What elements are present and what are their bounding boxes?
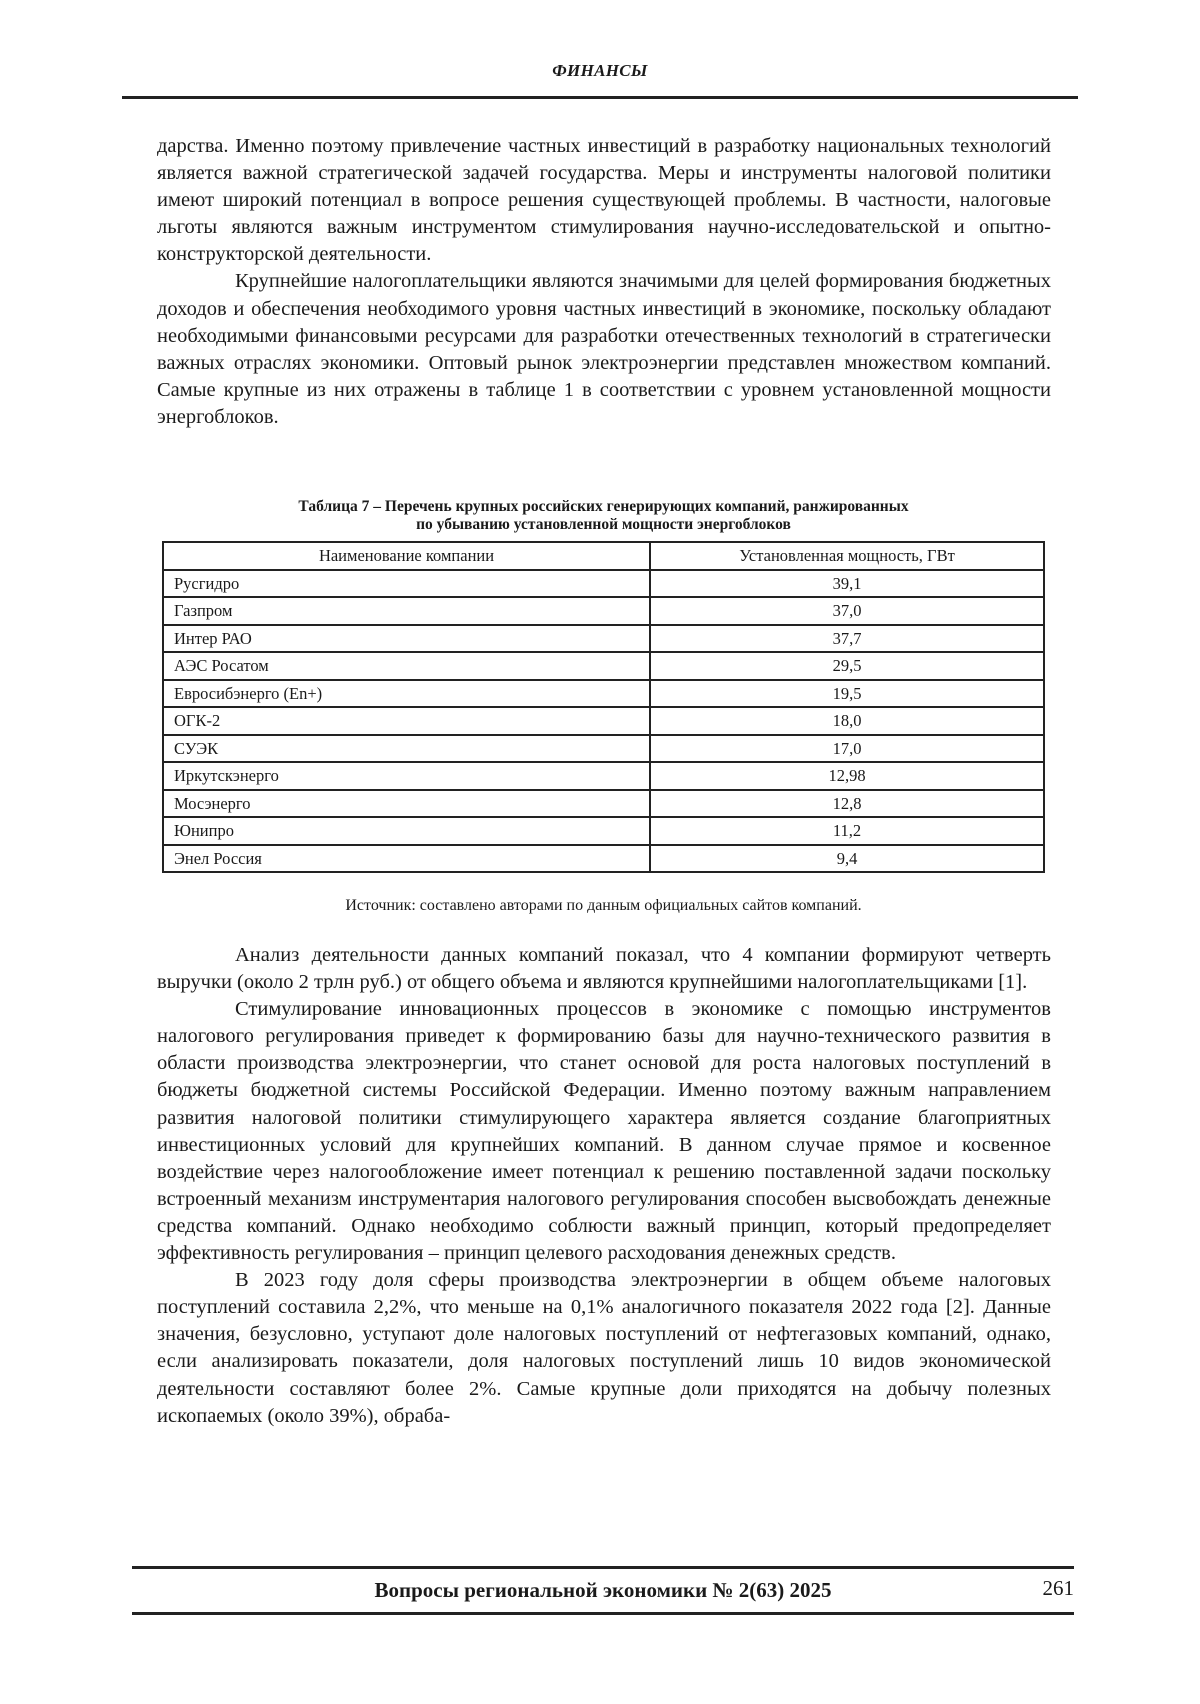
company-name-cell: Интер РАО xyxy=(163,625,650,653)
capacity-cell: 9,4 xyxy=(650,845,1044,873)
capacity-cell: 18,0 xyxy=(650,707,1044,735)
table-row xyxy=(163,790,1044,818)
capacity-cell: 17,0 xyxy=(650,735,1044,763)
journal-title: Вопросы региональной экономики № 2(63) 2025 xyxy=(374,1578,832,1602)
header-rule xyxy=(122,96,1078,99)
table-row xyxy=(163,597,1044,625)
company-name-cell: СУЭК xyxy=(163,735,650,763)
table-row xyxy=(163,845,1044,873)
table-row xyxy=(163,707,1044,735)
companies-table xyxy=(162,541,1045,873)
company-name-cell: АЭС Росатом xyxy=(163,652,650,680)
column-header-capacity: Установленная мощность, ГВт xyxy=(650,542,1044,570)
capacity-cell: 11,2 xyxy=(650,817,1044,845)
table-source-note: Источник: составлено авторами по данным официальных сайтов компаний. xyxy=(345,897,862,914)
table-row xyxy=(163,680,1044,708)
paragraph: Стимулирование инновационных процессов в экономике с помощью инструментов налогового регулирования приведет к формированию базы для научно-технического развития в области производства электроэнергии, что станет основой для роста налоговых поступлений в бюджеты бюджетной системы Российской Федерации. Именно поэтому важным направлением развития налоговой политики стимулирующего характера является создание благоприятных инвестиционных условий для крупнейших компаний. В данном случае прямое и косвенное воздействие через налогообложение имеет потенциал к решению поставленной задачи поскольку встроенный механизм инструментария налогового регулирования способен высвобождать денежные средства компаний. Однако необходимо соблюсти важный принцип, который предопределяет эффективность регулирования – принцип целевого расходования денежных средств. xyxy=(157,998,1051,1265)
table-caption xyxy=(162,498,1045,534)
company-name-cell: Мосэнерго xyxy=(163,790,650,818)
company-name-cell: Юнипро xyxy=(163,817,650,845)
capacity-cell: 12,98 xyxy=(650,762,1044,790)
table-row xyxy=(163,652,1044,680)
capacity-cell: 29,5 xyxy=(650,652,1044,680)
running-head-title: ФИНАНСЫ xyxy=(552,61,648,80)
table-row xyxy=(163,625,1044,653)
table-caption-line2: по убыванию установленной мощности энергоблоков xyxy=(416,516,791,533)
column-header-company: Наименование компании xyxy=(163,542,650,570)
paragraph: В 2023 году доля сферы производства электроэнергии в общем объеме налоговых поступлений составила 2,2%, что меньше на 0,1% аналогичного показателя 2022 года [2]. Данные значения, безусловно, уступают доле налоговых поступлений от нефтегазовых компаний, однако, если анализировать показатели, доля налоговых поступлений лишь 10 видов экономической деятельности составляют более 2%. Самые крупные доли приходятся на добычу полезных ископаемых (около 39%), обраба- xyxy=(157,1269,1051,1427)
paragraph: дарства. Именно поэтому привлечение частных инвестиций в разработку национальных технологий является важной стратегической задачей государства. Меры и инструменты налоговой политики имеют широкий потенциал в вопросе решения существующей проблемы. В частности, налоговые льготы являются важным инструментом стимулирования научно-исследовательской и опытно-конструкторской деятельности. xyxy=(157,135,1051,266)
capacity-cell: 19,5 xyxy=(650,680,1044,708)
body-text-top xyxy=(157,133,1051,431)
company-name-cell: ОГК-2 xyxy=(163,707,650,735)
body-text-bottom xyxy=(157,942,1051,1430)
table-row xyxy=(163,762,1044,790)
table-row xyxy=(163,735,1044,763)
page-number: 261 xyxy=(1042,1576,1074,1600)
table-header-row xyxy=(163,542,1044,570)
capacity-cell: 12,8 xyxy=(650,790,1044,818)
company-name-cell: Иркутскэнерго xyxy=(163,762,650,790)
company-name-cell: Русгидро xyxy=(163,570,650,598)
table-row xyxy=(163,570,1044,598)
table-row xyxy=(163,817,1044,845)
capacity-cell: 37,7 xyxy=(650,625,1044,653)
footer-rule-top xyxy=(132,1566,1074,1569)
footer-rule-bottom xyxy=(132,1612,1074,1615)
paragraph: Крупнейшие налогоплательщики являются значимыми для целей формирования бюджетных доходов и обеспечения необходимого уровня частных инвестиций в экономике, поскольку обладают необходимыми финансовыми ресурсами для разработки отечественных технологий в стратегически важных отраслях экономики. Оптовый рынок электроэнергии представлен множеством компаний. Самые крупные из них отражены в таблице 1 в соответствии с уровнем установленной мощности энергоблоков. xyxy=(157,270,1051,428)
paragraph: Анализ деятельности данных компаний показал, что 4 компании формируют четверть выручки (около 2 трлн руб.) от общего объема и являются крупнейшими налогоплательщиками [1]. xyxy=(157,944,1051,994)
table-caption-line1: Таблица 7 – Перечень крупных российских генерирующих компаний, ранжированных xyxy=(298,498,909,515)
company-name-cell: Газпром xyxy=(163,597,650,625)
capacity-cell: 37,0 xyxy=(650,597,1044,625)
capacity-cell: 39,1 xyxy=(650,570,1044,598)
company-name-cell: Энел Россия xyxy=(163,845,650,873)
company-name-cell: Евросибэнерго (En+) xyxy=(163,680,650,708)
